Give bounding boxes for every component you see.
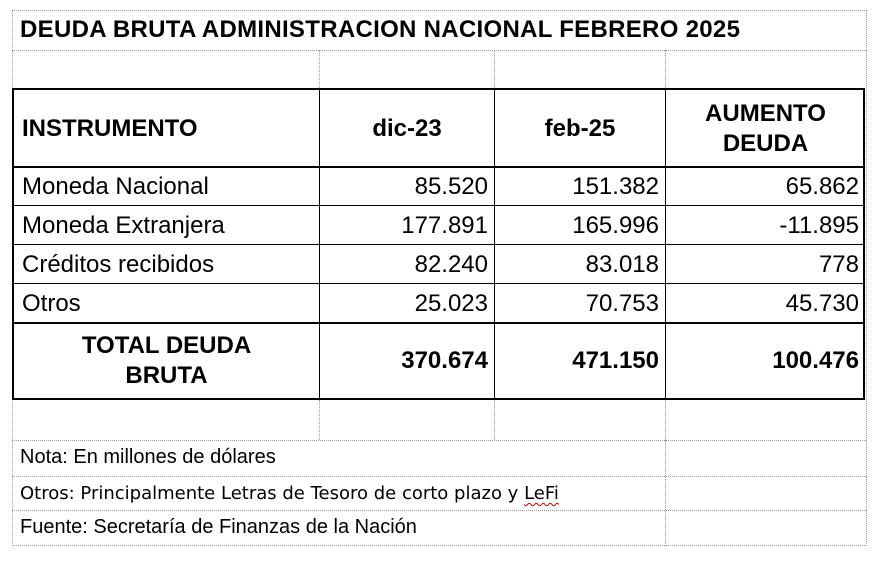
row-aumento: -11.895 [779, 212, 859, 239]
row-label: Moneda Extranjera [22, 212, 225, 239]
row-feb25: 151.382 [572, 173, 659, 200]
total-aumento: 100.476 [772, 347, 859, 374]
gridline [866, 10, 867, 546]
gridline [12, 50, 867, 51]
gridline [665, 400, 666, 440]
gridline [665, 50, 666, 88]
row-label: Créditos recibidos [22, 251, 215, 278]
note-otros-lefi: LeFi [524, 483, 559, 504]
gridline [12, 510, 867, 511]
gridline [665, 440, 666, 546]
header-aumento-line1: AUMENTO [705, 100, 826, 127]
gridline [494, 400, 495, 440]
gridline [12, 476, 867, 477]
row-dic23: 177.891 [401, 212, 488, 239]
total-label-line1: TOTAL DEUDA [81, 332, 252, 359]
gridline [319, 400, 320, 440]
total-dic23: 370.674 [401, 347, 488, 374]
row-aumento: 45.730 [785, 290, 859, 317]
row-label: Moneda Nacional [22, 173, 209, 200]
header-aumento-line2: DEUDA [722, 130, 809, 157]
header-aumento-deuda [666, 90, 865, 168]
note-otros-text: Otros: Principalmente Letras de Tesoro de corto plazo y [20, 483, 525, 504]
gridline [319, 50, 320, 88]
row-aumento: 778 [818, 251, 859, 278]
header-dic-23: dic-23 [372, 115, 442, 142]
row-dic23: 82.240 [414, 251, 488, 278]
gridline [12, 10, 867, 11]
row-dic23: 85.520 [414, 173, 488, 200]
row-aumento: 65.862 [785, 173, 859, 200]
spreadsheet [12, 10, 867, 546]
gridline [494, 50, 495, 88]
row-feb25: 165.996 [572, 212, 659, 239]
total-label [14, 324, 319, 398]
sheet-title: DEUDA BRUTA ADMINISTRACION NACIONAL FEBRERO 2025 [20, 16, 741, 43]
row-label: Otros [22, 290, 81, 317]
header-instrumento: INSTRUMENTO [22, 115, 198, 142]
gridline [12, 440, 867, 441]
total-feb25: 471.150 [572, 347, 659, 374]
header-feb-25: feb-25 [544, 115, 616, 142]
row-dic23: 25.023 [414, 290, 488, 317]
debt-table [12, 88, 865, 400]
gridline [12, 545, 867, 546]
row-feb25: 70.753 [585, 290, 659, 317]
note-units: Nota: En millones de dólares [20, 446, 276, 468]
note-source: Fuente: Secretaría de Finanzas de la Nación [20, 516, 417, 538]
note-otros [20, 483, 559, 504]
row-feb25: 83.018 [585, 251, 659, 278]
total-label-line2: BRUTA [125, 362, 208, 389]
